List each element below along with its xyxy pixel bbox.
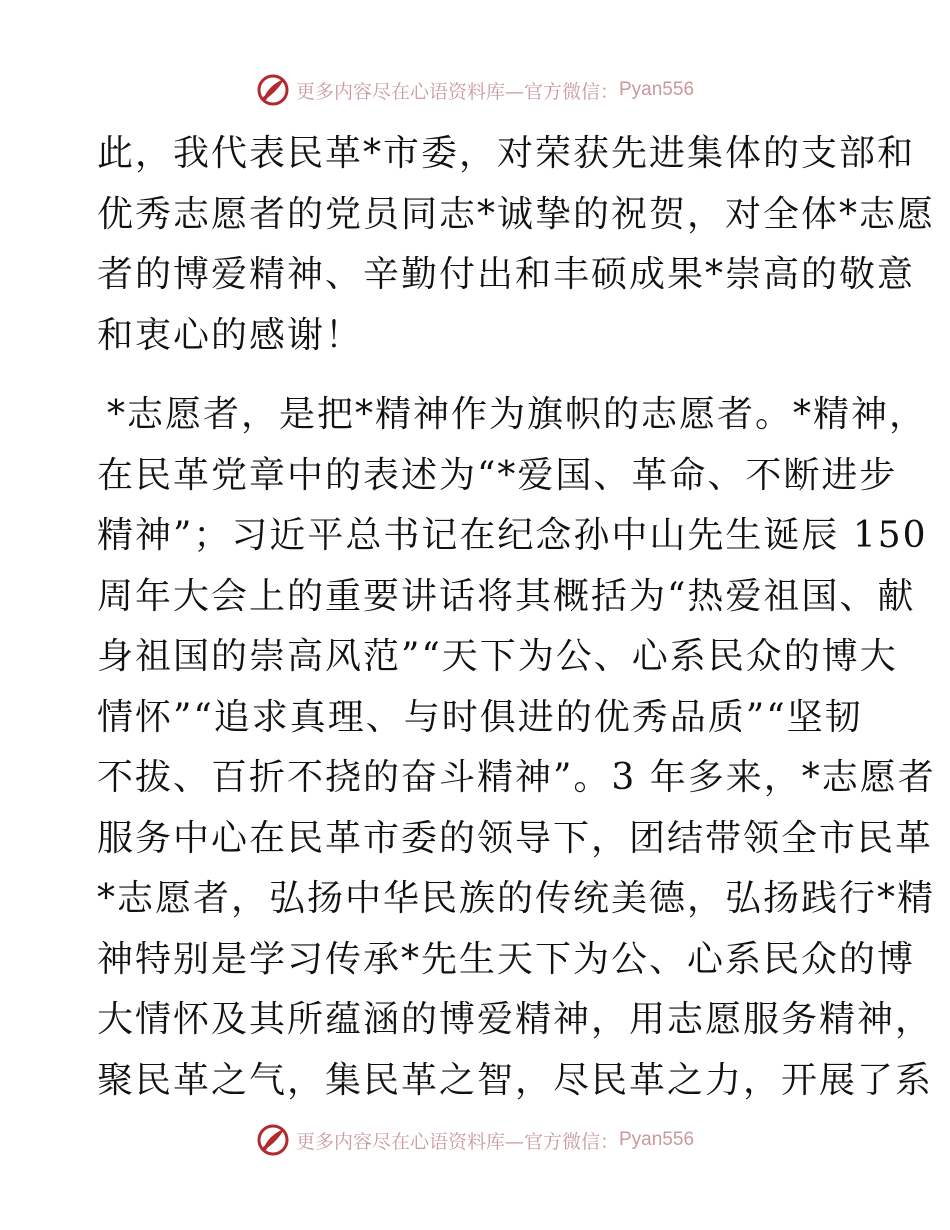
header-watermark [0, 70, 950, 110]
text-line: 情怀”“追求真理、与时俱进的优秀品质”“坚韧 [97, 696, 863, 738]
text-line: 神特别是学习传承*先生天下为公、心系民众的博 [97, 938, 916, 980]
paragraph-1 [97, 124, 936, 366]
watermark-text: 更多内容尽在心语资料库—官方微信： [295, 80, 619, 103]
text-line: 和衷心的感谢！ [97, 314, 364, 356]
pen-logo-icon [256, 1123, 290, 1157]
watermark-text: 更多内容尽在心语资料库—官方微信： [295, 1130, 619, 1153]
watermark-wechat-id: Pyan556 [619, 79, 695, 100]
text-line: 在民革党章中的表述为“*爱国、革命、不断进步 [97, 454, 898, 496]
text-line: *志愿者，弘扬中华民族的传统美德，弘扬践行*精 [97, 878, 936, 919]
text-line: 者的博爱精神、辛勤付出和丰硕成果*崇高的敬意 [97, 254, 916, 295]
text-line: *志愿者，是把*精神作为旗帜的志愿者。*精神， [107, 394, 928, 435]
text-line: 精神”；习近平总书记在纪念孙中山先生诞辰 150 [97, 515, 928, 556]
text-line: 聚民革之气，集民革之智，尽民革之力，开展了系 [97, 1059, 934, 1101]
text-line: 此，我代表民革*市委，对荣获先进集体的支部和 [97, 133, 916, 174]
text-line: 身祖国的崇高风范”“天下为公、心系民众的博大 [97, 636, 898, 677]
footer-watermark [0, 1120, 950, 1160]
paragraph-2 [97, 385, 936, 1111]
text-line: 服务中心在民革市委的领导下，团结带领全市民革 [97, 817, 934, 859]
text-line: 周年大会上的重要讲话将其概括为“热爱祖国、献 [97, 575, 916, 617]
pen-logo-icon [256, 73, 290, 107]
document-body [97, 124, 936, 1111]
text-line: 大情怀及其所蕴涵的博爱精神，用志愿服务精神， [97, 999, 934, 1040]
text-line: 不拔、百折不挠的奋斗精神”。3 年多来，*志愿者 [97, 757, 936, 798]
watermark-wechat-id: Pyan556 [619, 1129, 695, 1150]
text-line: 优秀志愿者的党员同志*诚挚的祝贺，对全体*志愿 [97, 193, 936, 235]
